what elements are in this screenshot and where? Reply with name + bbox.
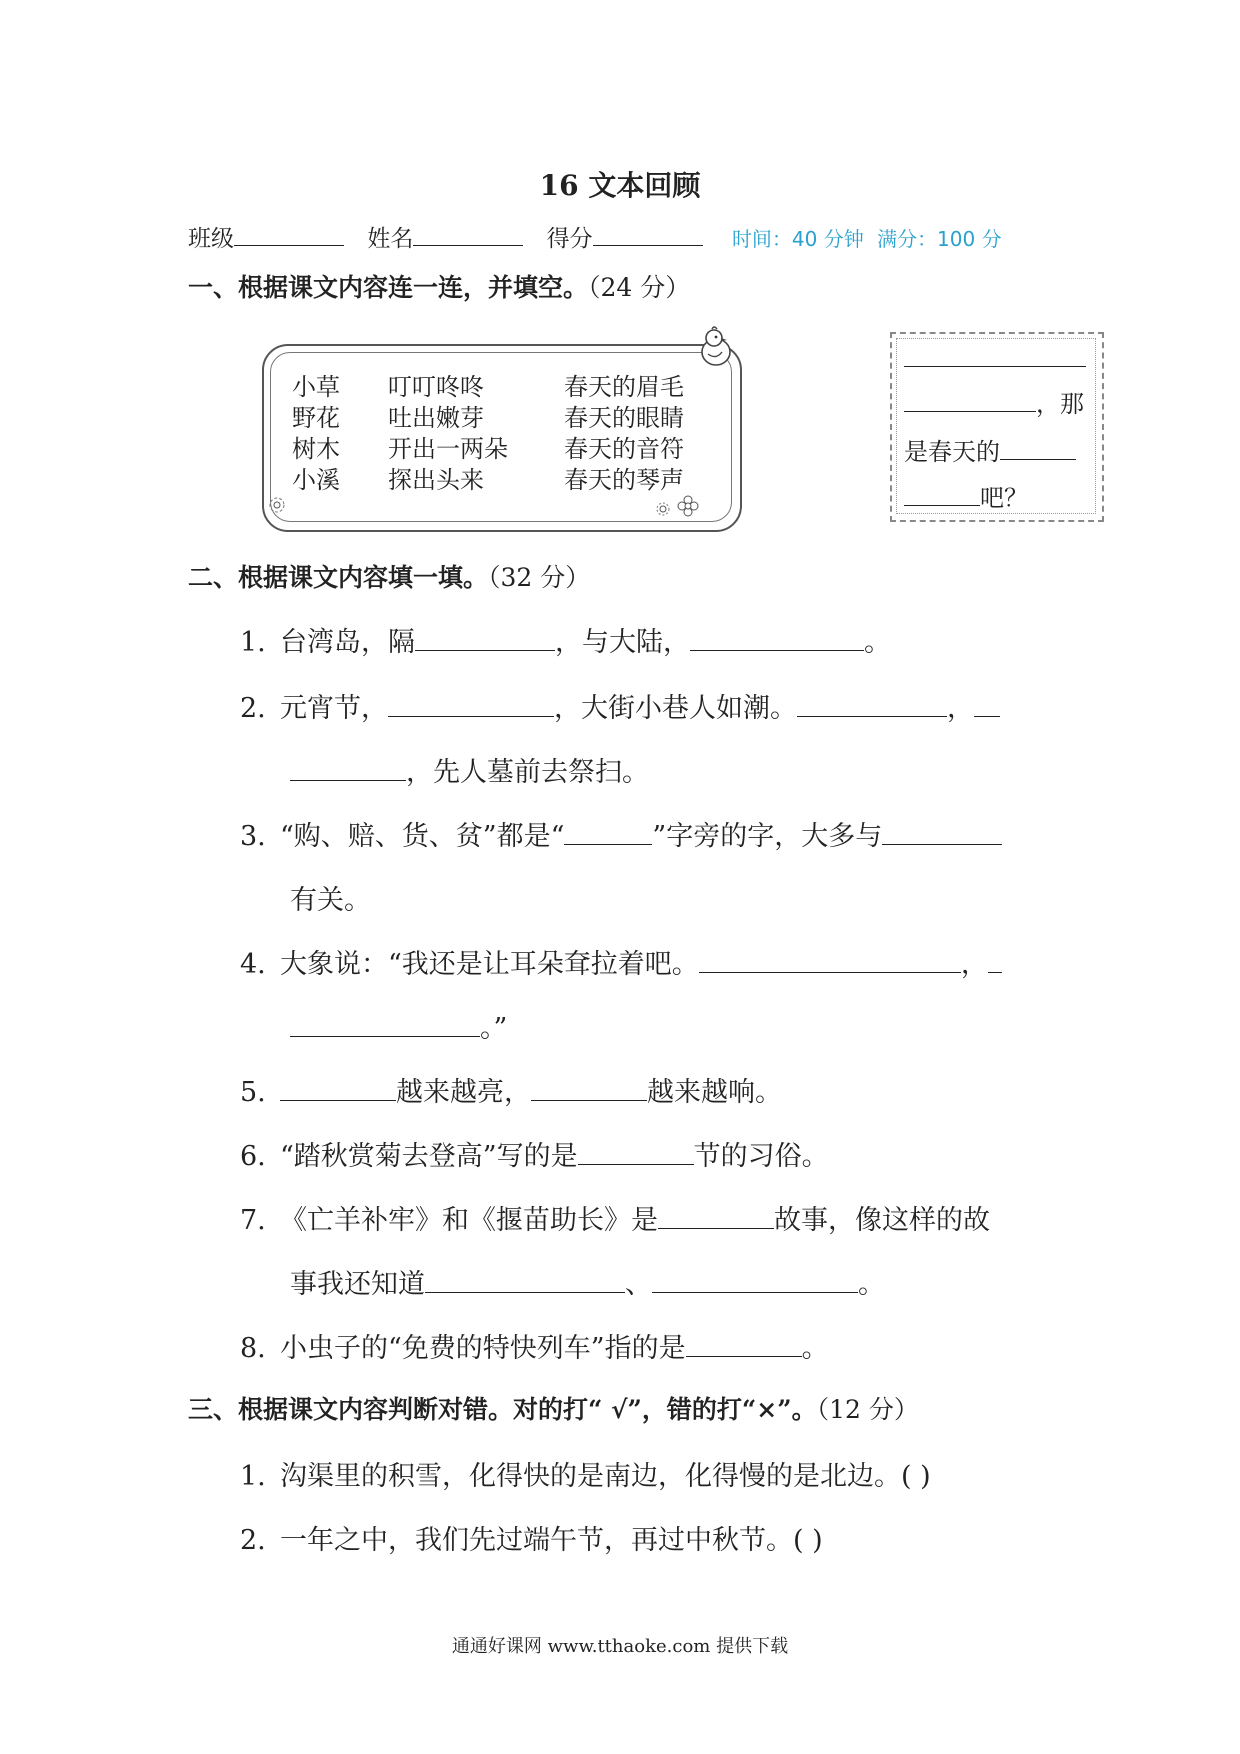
question-number: 5. (240, 1077, 266, 1108)
answer-blank[interactable] (974, 694, 1000, 717)
question-text: 有关。 (290, 885, 371, 916)
flower-icon (268, 496, 286, 514)
answer-blank[interactable] (578, 1142, 694, 1165)
question-text: ，大街小巷人如潮。 (554, 693, 797, 724)
action-item[interactable]: 探出头来 (388, 466, 484, 494)
class-blank[interactable] (234, 223, 344, 246)
question-number: 4. (240, 949, 266, 980)
section1-heading (188, 268, 690, 304)
match-row (292, 372, 684, 403)
answer-blank[interactable] (564, 822, 652, 845)
full-score: 满分：100 分 (877, 227, 1002, 251)
section2-score: （32 分） (488, 563, 591, 592)
question-text: 台湾岛，隔 (280, 627, 415, 658)
question-number: 2. (240, 1525, 266, 1556)
question-4 (240, 942, 1002, 981)
score-blank[interactable] (593, 223, 703, 246)
answer-blank[interactable] (425, 1270, 625, 1293)
question-6 (240, 1134, 829, 1173)
judge-question-1 (240, 1454, 931, 1493)
bird-icon (692, 324, 740, 372)
answer-blank[interactable] (699, 950, 961, 973)
question-number: 1. (240, 627, 266, 658)
question-text: 。 (801, 1333, 829, 1364)
fill-text: ，那 (1036, 390, 1084, 418)
question-text: ， (947, 693, 974, 724)
question-3 (240, 814, 1002, 853)
match-row (292, 403, 684, 434)
section3-title: 三、根据课文内容判断对错。对的打“ √”，错的打“×”。 (188, 1395, 817, 1424)
question-text: 越来越响。 (647, 1077, 782, 1108)
question-number: 8. (240, 1333, 266, 1364)
question-4-cont (290, 1006, 507, 1045)
section2-heading (188, 558, 590, 594)
section1-score: （24 分） (588, 273, 691, 302)
question-text: 、 (625, 1269, 652, 1300)
question-text: 越来越亮， (396, 1077, 531, 1108)
question-7 (240, 1198, 990, 1237)
fill-text: 是春天的 (904, 438, 1000, 466)
fill-box-line3 (904, 432, 1076, 467)
answer-blank[interactable] (531, 1078, 647, 1101)
answer-blank[interactable] (797, 694, 947, 717)
section2-title: 二、根据课文内容填一填。 (188, 563, 489, 592)
fill-text: 吧？ (980, 484, 1028, 512)
answer-blank[interactable] (415, 628, 555, 651)
question-2-cont (290, 750, 649, 789)
question-text: 。” (480, 1013, 508, 1044)
fill-blank[interactable] (1000, 437, 1076, 460)
question-8 (240, 1326, 829, 1365)
question-text: ，与大陆， (555, 627, 690, 658)
question-7-cont (290, 1262, 885, 1301)
question-number: 2. (240, 693, 266, 724)
flower-icon (676, 494, 700, 518)
section3-score: （12 分） (816, 1395, 919, 1424)
fill-blank[interactable] (904, 483, 980, 506)
question-text: ， (960, 949, 988, 980)
question-3-cont (290, 878, 371, 917)
match-row (292, 465, 684, 496)
action-item[interactable]: 叮叮咚咚 (388, 373, 484, 401)
judge-text[interactable]: 一年之中，我们先过端午节，再过中秋节。( ) (280, 1525, 823, 1556)
page-title: 16 文本回顾 (539, 169, 701, 202)
question-number: 3. (240, 821, 266, 852)
question-number: 6. (240, 1141, 266, 1172)
metaphor-item[interactable]: 春天的眉毛 (564, 373, 684, 401)
action-item[interactable]: 开出一两朵 (388, 435, 508, 463)
answer-blank[interactable] (658, 1206, 774, 1229)
name-blank[interactable] (413, 223, 523, 246)
question-text: 。 (864, 627, 891, 658)
question-text: 故事，像这样的故 (774, 1205, 990, 1236)
question-text: 。 (858, 1269, 885, 1300)
question-number: 7. (240, 1205, 266, 1236)
score-label: 得分 (546, 226, 593, 252)
name-label: 姓名 (367, 226, 414, 252)
fill-box-line2 (904, 384, 1084, 419)
answer-blank[interactable] (388, 694, 554, 717)
subject-item[interactable]: 树木 (292, 435, 340, 463)
matching-table (292, 372, 684, 496)
action-item[interactable]: 吐出嫩芽 (388, 404, 484, 432)
question-text: 事我还知道 (290, 1269, 425, 1300)
metaphor-item[interactable]: 春天的眼睛 (564, 404, 684, 432)
question-2 (240, 686, 1000, 725)
question-text: 小虫子的“免费的特快列车”指的是 (280, 1333, 686, 1364)
fill-box-line1 (904, 344, 1086, 373)
match-row (292, 434, 684, 465)
flower-icon (656, 502, 670, 516)
question-number: 1. (240, 1461, 266, 1492)
question-text: 节的习俗。 (693, 1141, 829, 1172)
time-limit: 时间：40 分钟 (731, 227, 864, 251)
judge-question-2 (240, 1518, 823, 1557)
question-text: ”字旁的字，大多与 (652, 821, 883, 852)
answer-blank[interactable] (290, 758, 406, 781)
fill-box-line4 (904, 478, 1028, 513)
section3-heading (188, 1390, 919, 1426)
question-text: 《亡羊补牢》和《揠苗助长》是 (280, 1205, 658, 1236)
footer-credit: 通通好课网 www.tthaoke.com 提供下载 (451, 1636, 789, 1657)
answer-blank[interactable] (690, 628, 864, 651)
info-line (188, 220, 1002, 253)
question-text: 大象说：“我还是让耳朵耷拉着吧。 (280, 949, 699, 980)
answer-blank[interactable] (882, 822, 1002, 845)
answer-blank[interactable] (686, 1334, 802, 1357)
section1-title: 一、根据课文内容连一连，并填空。 (188, 273, 589, 302)
question-text: “踏秋赏菊去登高”写的是 (280, 1141, 578, 1172)
metaphor-item[interactable]: 春天的琴声 (564, 466, 684, 494)
subject-item[interactable]: 小溪 (292, 466, 340, 494)
answer-blank[interactable] (652, 1270, 858, 1293)
subject-item[interactable]: 野花 (292, 404, 340, 432)
fill-blank[interactable] (904, 389, 1036, 412)
answer-blank[interactable] (280, 1078, 396, 1101)
question-text: 元宵节， (280, 693, 388, 724)
score-field (547, 226, 703, 252)
answer-blank[interactable] (290, 1014, 480, 1037)
question-text: “购、赔、货、贫”都是“ (280, 821, 565, 852)
name-field (367, 226, 523, 252)
question-1 (240, 620, 891, 659)
fill-blank[interactable] (904, 344, 1086, 367)
question-5 (240, 1070, 782, 1109)
class-label: 班级 (188, 226, 234, 252)
question-text: ，先人墓前去祭扫。 (406, 757, 649, 788)
answer-blank[interactable] (988, 950, 1002, 973)
subject-item[interactable]: 小草 (292, 373, 340, 401)
class-field (188, 226, 344, 252)
judge-text[interactable]: 沟渠里的积雪，化得快的是南边，化得慢的是北边。( ) (280, 1461, 931, 1492)
metaphor-item[interactable]: 春天的音符 (564, 435, 684, 463)
